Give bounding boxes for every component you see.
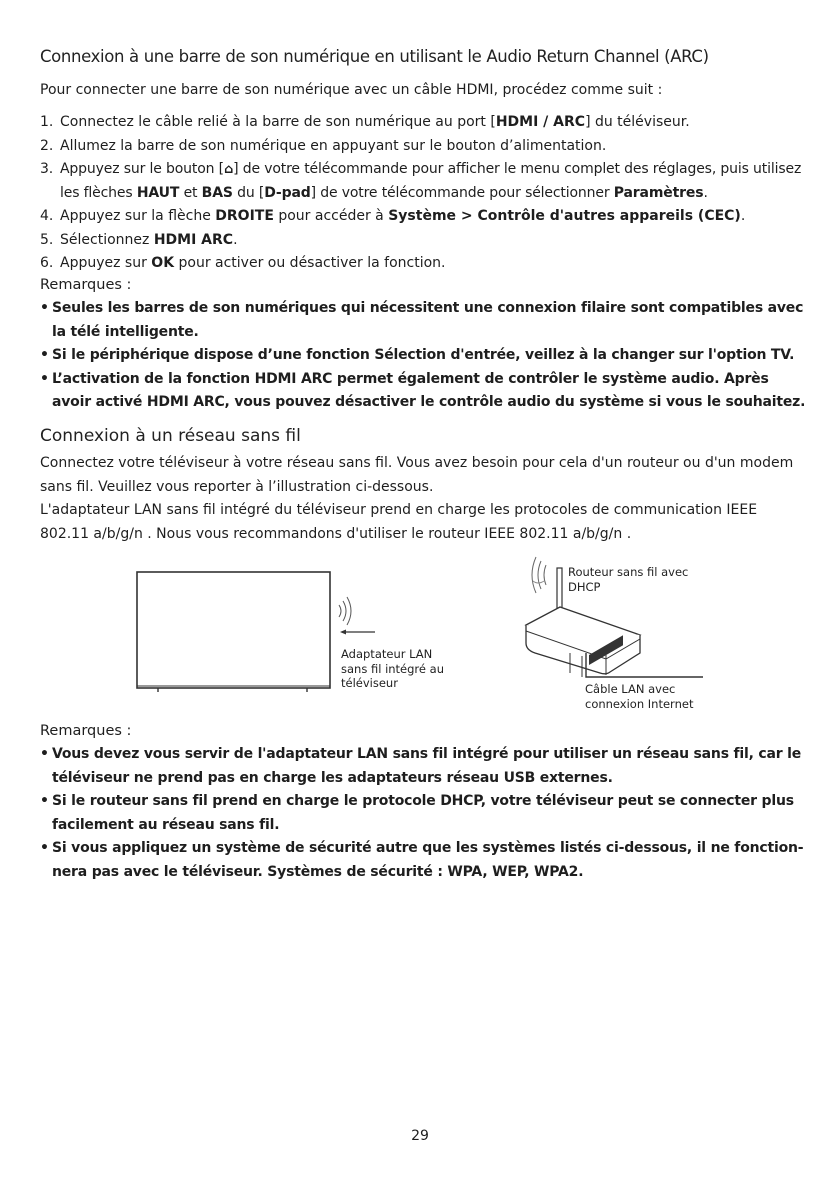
arc-intro-block [40,79,810,103]
step-bold: HAUT [136,184,180,201]
remark-item [40,297,810,344]
arc-step [40,205,810,229]
remark-text: Seules les barres de son numériques qui nécessitent une connexion filaire sont compatibles avec la télé intelligente. [52,300,804,340]
remark-item [40,344,810,368]
router-wifi-icon [532,557,546,593]
bullet: • [40,746,49,762]
step-text: pour activer ou désactiver la fonction. [174,255,446,271]
arc-steps [40,111,810,276]
arc-remarks-title: Remarques : [40,277,132,293]
step-text: Sélectionnez [60,231,154,248]
step-number: 4. [40,208,54,224]
page-number: 29 [411,1128,429,1144]
remark-item [40,790,810,837]
step-bold: Paramètres [613,184,704,201]
adapter-label [341,647,444,691]
cable-label-line: connexion Internet [585,696,694,711]
arc-step [40,252,810,276]
router-label-line: Routeur sans fil avec [568,565,689,579]
remark-text: Vous devez vous servir de l'adaptateur LAN sans fil intégré pour utiliser un réseau sans fil, car le téléviseur ne prend pas en charge les adaptateurs réseau USB externes. [52,746,801,786]
step-text: Connectez le câble relié à la barre de son numérique au port [ [60,114,496,130]
step-text: . [233,231,238,248]
step-text: Appuyez sur la flèche [60,208,216,224]
step-text: Appuyez sur [60,255,152,271]
wifi-remarks-block [40,719,810,884]
bullet: • [40,347,49,363]
remark-item [40,743,810,790]
wifi-remarks-title: Remarques : [40,723,132,739]
bullet: • [40,370,49,387]
arc-title: Connexion à une barre de son numérique en utilisant le Audio Return Channel (ARC) [40,47,709,66]
network-illustration [0,555,840,720]
wifi-section [40,425,810,447]
arc-step [40,158,810,205]
remark-text: L’activation de la fonction HDMI ARC permet également de contrôler le système audio. Après avoir activé HDMI ARC, vous pouvez désactiver le contrôle audio du système si vous le souhaitez. [52,370,806,410]
bullet: • [40,300,49,316]
router-label [568,565,688,594]
step-bold: HDMI ARC [153,231,234,248]
arc-step [40,135,810,159]
router-label-line: DHCP [568,579,601,594]
step-bold: BAS [201,184,233,201]
arc-step [40,111,810,135]
arrow-icon [340,630,375,635]
remark-text: Si le routeur sans fil prend en charge le protocole DHCP, votre téléviseur peut se connecter plus facilement au réseau sans fil. [52,793,794,833]
arc-remarks [40,297,810,415]
step-text: du [ [232,184,265,201]
step-number: 5. [40,231,54,248]
remark-item [40,837,810,884]
remark-item [40,368,810,415]
wifi-waves-icon [339,597,351,625]
arc-intro: Pour connecter une barre de son numérique avec un câble HDMI, procédez comme suit : [40,82,663,98]
adapter-label-line: Adaptateur LAN [341,647,433,661]
step-bold: DROITE [215,208,274,224]
step-text: . [740,208,746,224]
remark-text: Si le périphérique dispose d’une fonction Sélection d'entrée, veillez à la changer sur l'option TV. [52,347,795,363]
step-bold: D-pad [264,184,311,201]
step-text: et [179,184,202,201]
bullet: • [40,840,49,856]
remark-text: Si vous appliquez un système de sécurité autre que les systèmes listés ci-dessous, il ne fonction-nera pas avec le téléviseur. Systèmes de sécurité : WPA, WEP, WPA2. [52,840,804,880]
arc-section [40,46,810,68]
cable-label [585,682,693,711]
step-number: 3. [40,161,54,177]
step-text: Allumez la barre de son numérique en appuyant sur le bouton d’alimentation. [60,137,607,154]
arc-step [40,229,810,253]
home-icon: ⌂ [223,162,234,177]
step-text: pour accéder à [273,208,389,224]
step-text: ] de votre télécommande pour afficher le menu complet des réglages, puis utilisez les flèches [60,161,802,201]
step-text: Appuyez sur le bouton [ [60,161,224,177]
step-text: . [703,184,708,201]
wifi-remarks [40,743,810,884]
step-number: 6. [40,255,54,271]
wifi-text-block [40,452,810,546]
wifi-para-1: Connectez votre téléviseur à votre réseau sans fil. Vous avez besoin pour cela d'un routeur ou d'un modem sans fil. Veuillez vous reporter à l’illustration ci-dessous. [40,455,794,495]
step-number: 1. [40,114,54,130]
step-bold: HDMI / ARC [495,114,586,130]
step-bold: Système > Contrôle d'autres appareils (CEC) [388,208,741,224]
step-text: ] du téléviseur. [585,114,690,130]
cable-label-line: Câble LAN avec [585,682,676,696]
step-bold: OK [151,255,175,271]
step-number: 2. [40,137,54,154]
wifi-para-2: L'adaptateur LAN sans fil intégré du téléviseur prend en charge les protocoles de communication IEEE 802.11 a/b/g/n . Nous vous recommandons d'utiliser le routeur IEEE 802.11 a/b/g/n . [40,502,758,542]
illustration-svg [0,555,840,720]
adapter-label-line: sans fil intégré au [341,661,444,676]
wifi-title: Connexion à un réseau sans fil [40,426,301,446]
arc-steps-block [40,111,810,276]
bullet: • [40,793,49,809]
tv-icon [137,572,330,692]
arc-remarks-block [40,273,810,415]
step-text: ] de votre télécommande pour sélectionner [310,184,614,201]
adapter-label-line: téléviseur [341,676,398,690]
